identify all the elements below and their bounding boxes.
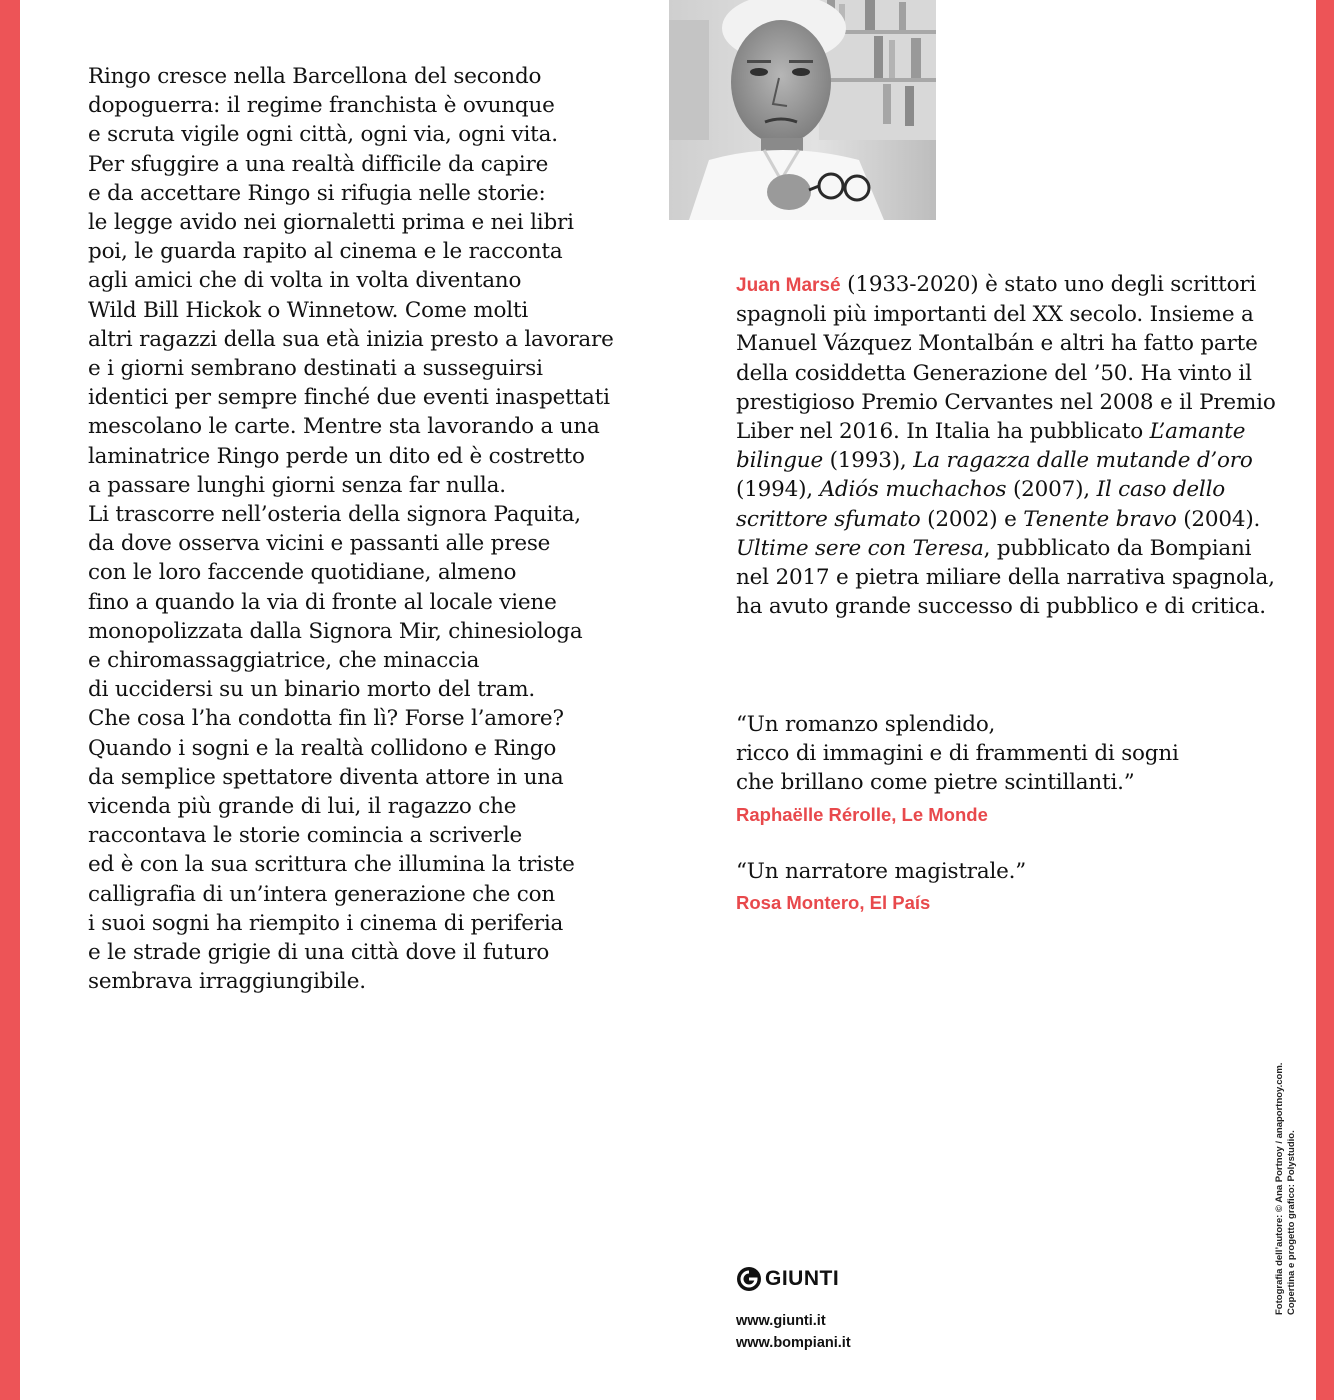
photo-credit: Fotografia dell’autore: © Ana Portnoy / anaportnoy.com.: [1274, 1062, 1285, 1315]
author-portrait-image: [669, 0, 936, 220]
website-link-giunti[interactable]: www.giunti.it: [736, 1313, 826, 1329]
synopsis-line: e i giorni sembrano destinati a susseguirsi: [88, 356, 543, 382]
synopsis-line: Quando i sogni e la realtà collidono e Ringo: [88, 735, 557, 761]
synopsis-line: e da accettare Ringo si rifugia nelle storie:: [88, 180, 546, 206]
synopsis-line: calligrafia di un’intera generazione che con: [88, 881, 556, 907]
bio-line: ha avuto grande successo di pubblico e di critica.: [736, 594, 1266, 620]
bio-line: [736, 534, 1276, 563]
publisher-logo: [736, 1266, 839, 1292]
synopsis-line: identici per sempre finché due eventi inaspettati: [88, 385, 610, 411]
bio-line: Manuel Vázquez Montalbán e altri ha fatto parte: [736, 331, 1258, 357]
synopsis-line: i suoi sogni ha riempito i cinema di periferia: [88, 910, 564, 936]
synopsis-line: da semplice spettatore diventa attore in una: [88, 764, 564, 790]
synopsis-line: monopolizzata dalla Signora Mir, chinesiologa: [88, 618, 583, 644]
bio-line: [736, 505, 1276, 534]
author-bio: [736, 270, 1276, 621]
synopsis-line: raccontava le storie comincia a scriverle: [88, 823, 523, 849]
synopsis-line: e chiromassaggiatrice, che minaccia: [88, 648, 480, 674]
bio-text: , pubblicato da Bompiani: [983, 535, 1252, 561]
book-title: L’amante: [1149, 419, 1246, 445]
book-title: Tenente bravo: [1023, 506, 1177, 532]
book-title: Adiós muchachos: [819, 477, 1007, 503]
bio-text: (1993),: [822, 448, 914, 474]
bio-text: (1933-2020) è stato uno degli scrittori: [840, 272, 1257, 297]
quote-line: ricco di immagini e di frammenti di sogni: [736, 741, 1179, 767]
bio-text: (1994),: [736, 477, 820, 503]
author-photo: [669, 0, 936, 220]
synopsis-line: Wild Bill Hickok o Winnetow. Come molti: [88, 297, 528, 323]
review-quote-le-monde: [736, 710, 1256, 829]
book-title: Ultime sere con Teresa: [736, 535, 984, 561]
synopsis-line: Che cosa l’ha condotta fin lì? Forse l’amore?: [88, 706, 564, 732]
right-accent-border: [1316, 0, 1334, 1400]
bio-text: (2004).: [1176, 506, 1261, 532]
quote-attribution: Rosa Montero, El País: [736, 892, 931, 914]
website-link-bompiani[interactable]: www.bompiani.it: [736, 1335, 851, 1351]
synopsis-line: di uccidersi su un binario morto del tram.: [88, 677, 536, 703]
synopsis-line: sembrava irraggiungibile.: [88, 969, 366, 995]
synopsis-line: Per sfuggire a una realtà difficile da capire: [88, 151, 549, 177]
synopsis-line: agli amici che di volta in volta diventano: [88, 268, 522, 294]
book-title: scrittore sfumato: [736, 506, 921, 532]
quote-line: “Un narratore magistrale.”: [736, 859, 1027, 884]
synopsis-line: a passare lunghi giorni senza far nulla.: [88, 472, 506, 498]
book-title: Il caso dello: [1096, 477, 1226, 503]
synopsis-line: con le loro faccende quotidiane, almeno: [88, 560, 517, 586]
bio-text: Liber nel 2016. In Italia ha pubblicato: [736, 419, 1150, 445]
left-accent-border: [0, 0, 20, 1400]
synopsis-line: e scruta vigile ogni città, ogni via, ogni vita.: [88, 122, 558, 148]
bio-line: prestigioso Premio Cervantes nel 2008 e il Premio: [736, 389, 1276, 415]
quote-line: “Un romanzo splendido,: [736, 712, 996, 737]
giunti-logo-icon: [736, 1266, 762, 1292]
bio-text: (2002) e: [920, 506, 1024, 532]
synopsis-line: da dove osserva vicini e passanti alle prese: [88, 531, 551, 557]
synopsis-line: altri ragazzi della sua età inizia presto a lavorare: [88, 326, 614, 352]
synopsis-line: ed è con la sua scrittura che illumina la triste: [88, 852, 575, 878]
quote-attribution: Raphaëlle Rérolle, Le Monde: [736, 803, 988, 825]
publisher-name: GIUNTI: [765, 1267, 840, 1290]
synopsis-line: mescolano le carte. Mentre sta lavorando a una: [88, 414, 600, 440]
image-credits: [1274, 1062, 1298, 1315]
book-title: bilingue: [736, 448, 823, 474]
synopsis-line: Li trascorre nell’osteria della signora Paquita,: [88, 502, 581, 528]
synopsis-line: le legge avido nei giornaletti prima e nei libri: [88, 210, 574, 236]
bio-line: [736, 475, 1276, 504]
synopsis-line: fino a quando la via di fronte al locale viene: [88, 589, 557, 615]
design-credit: Copertina e progetto grafico: Polystudio.: [1286, 1130, 1297, 1315]
bio-line: [736, 417, 1276, 446]
synopsis-line: dopoguerra: il regime franchista è ovunque: [88, 93, 555, 119]
bio-line: [736, 446, 1276, 475]
synopsis-line: vicenda più grande di lui, il ragazzo che: [88, 794, 517, 820]
synopsis-line: Ringo cresce nella Barcellona del secondo: [88, 64, 542, 89]
bio-line: della cosiddetta Generazione del ’50. Ha vinto il: [736, 360, 1252, 386]
author-name: Juan Marsé: [736, 275, 841, 296]
synopsis-text: [88, 62, 614, 997]
review-quote-el-pais: [736, 857, 1256, 917]
synopsis-line: laminatrice Ringo perde un dito ed è costretto: [88, 443, 585, 469]
bio-line: nel 2017 e pietra miliare della narrativa spagnola,: [736, 565, 1275, 591]
bio-line: spagnoli più importanti del XX secolo. Insieme a: [736, 302, 1254, 328]
synopsis-line: e le strade grigie di una città dove il futuro: [88, 940, 550, 966]
bio-line: [736, 270, 1276, 300]
book-title: La ragazza dalle mutande d’oro: [913, 448, 1253, 474]
publisher-websites: [736, 1310, 851, 1354]
synopsis-line: poi, le guarda rapito al cinema e le racconta: [88, 239, 563, 265]
bio-text: (2007),: [1006, 477, 1097, 503]
quote-line: che brillano come pietre scintillanti.”: [736, 770, 1135, 796]
